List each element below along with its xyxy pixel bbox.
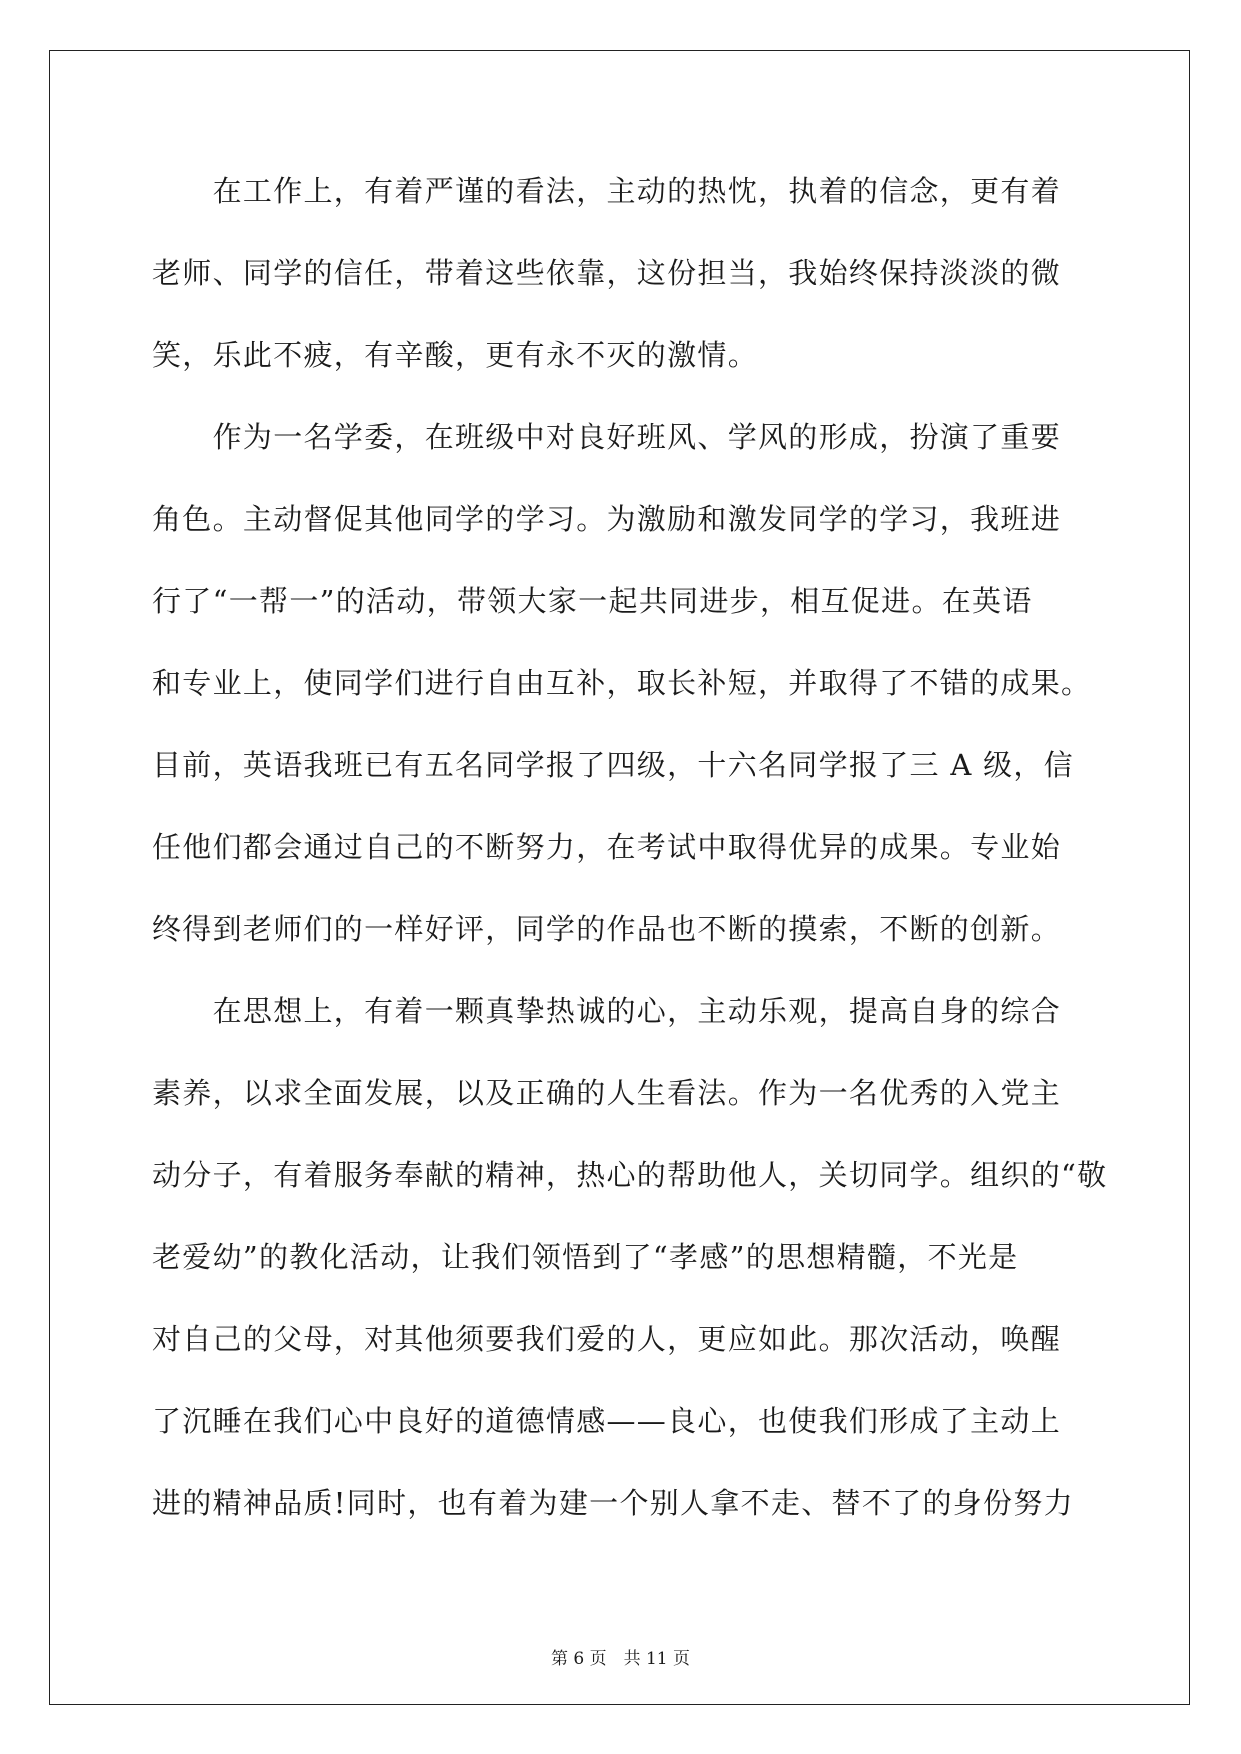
- page-number-label: 第 6 页 共 11 页: [550, 1649, 691, 1669]
- text-line: 和专业上，使同学们进行自由互补，取长补短，并取得了不错的成果。: [152, 666, 1092, 700]
- text-line: 在工作上，有着严谨的看法，主动的热忱，执着的信念，更有着: [152, 174, 1062, 208]
- text-line: 老师、同学的信任，带着这些依靠，这份担当，我始终保持淡淡的微: [152, 256, 1062, 290]
- text-line: 了沉睡在我们心中良好的道德情感——良心，也使我们形成了主动上: [152, 1404, 1062, 1438]
- text-line: 对自己的父母，对其他须要我们爱的人，更应如此。那次活动，唤醒: [152, 1322, 1062, 1356]
- text-line: 老爱幼”的教化活动，让我们领悟到了“孝感”的思想精髓，不光是: [152, 1240, 1019, 1274]
- text-line: 素养，以求全面发展，以及正确的人生看法。作为一名优秀的入党主: [152, 1076, 1062, 1110]
- text-line: 笑，乐此不疲，有辛酸，更有永不灭的激情。: [152, 338, 759, 372]
- text-line: 任他们都会通过自己的不断努力，在考试中取得优异的成果。专业始: [152, 830, 1062, 864]
- text-line: 在思想上，有着一颗真挚热诚的心，主动乐观，提高自身的综合: [152, 994, 1062, 1028]
- text-line: 作为一名学委，在班级中对良好班风、学风的形成，扮演了重要: [152, 420, 1062, 454]
- page-footer: [0, 1644, 1241, 1669]
- text-line: 终得到老师们的一样好评，同学的作品也不断的摸索，不断的创新。: [152, 912, 1062, 946]
- text-line: 行了“一帮一”的活动，带领大家一起共同进步，相互促进。在英语: [152, 584, 1033, 618]
- text-line: 角色。主动督促其他同学的学习。为激励和激发同学的学习，我班进: [152, 502, 1062, 536]
- text-line: 进的精神品质!同时，也有着为建一个别人拿不走、替不了的身份努力: [152, 1486, 1074, 1520]
- text-line: 目前，英语我班已有五名同学报了四级，十六名同学报了三 A 级，信: [152, 748, 1074, 782]
- document-body: [152, 162, 1108, 1556]
- text-line: 动分子，有着服务奉献的精神，热心的帮助他人，关切同学。组织的“敬: [152, 1158, 1108, 1192]
